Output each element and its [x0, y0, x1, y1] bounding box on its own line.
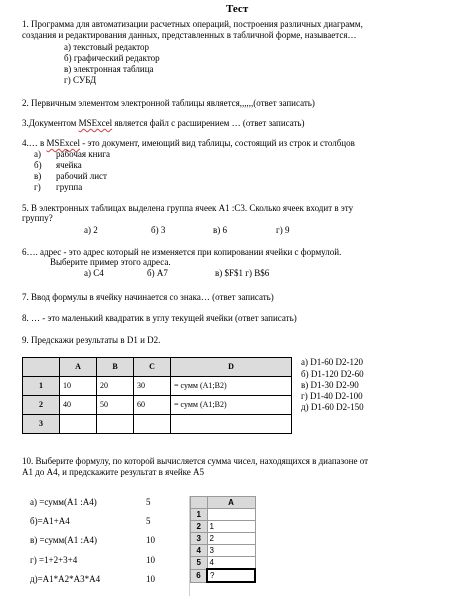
- q5-option-a: а) 2: [84, 225, 98, 235]
- table-row: [191, 533, 256, 545]
- q10-option-e-result: 10: [146, 574, 155, 584]
- q4-option-b-letter: б): [34, 160, 42, 170]
- table-cell: [97, 415, 134, 434]
- q4-option-d-letter: г): [34, 182, 41, 192]
- q10-option-d-formula: г) =1+2+3+4: [30, 555, 78, 565]
- q5-text-line1: 5. В электронных таблицах выделена группа ячеек А1 :С3. Сколько ячеек входит в эту: [22, 203, 354, 213]
- q3-text: 3.Документом MSExcel является файл с расширением … (ответ записать): [22, 118, 305, 128]
- row-number: 2: [23, 396, 60, 415]
- q4-text: 4.… в MSExcel - это документ, имеющий вид таблицы, состоящий из строк и столбцов: [22, 138, 355, 148]
- q4-option-a-text: рабочая книга: [56, 149, 110, 159]
- q1-option-c: в) электронная таблица: [64, 64, 154, 74]
- row-number: 1: [23, 377, 60, 396]
- table-cell: 50: [97, 396, 134, 415]
- q1-text-line2: создания и редактирования данных, представленных в табличной форме, называется…: [22, 30, 357, 40]
- q1-option-b: б) графический редактор: [64, 53, 160, 63]
- q9-spreadsheet-table: [22, 357, 292, 434]
- table-header-a: A: [60, 358, 97, 377]
- q7-text: 7. Ввод формулы в ячейку начинается со знака… (ответ записать): [22, 292, 274, 302]
- q8-text: 8. … - это маленький квадратик в углу текущей ячейки (ответ записать): [22, 313, 297, 323]
- q10-option-c-result: 10: [146, 535, 155, 545]
- sheet-cell: 3: [207, 545, 255, 557]
- q6-option-cd: в) $F$1 г) В$6: [215, 268, 270, 278]
- q9-answer-a: а) D1-60 D2-120: [301, 357, 363, 367]
- q10-option-b-result: 5: [146, 516, 151, 526]
- q10-option-a-result: 5: [146, 497, 151, 507]
- q4-option-d-text: группа: [56, 182, 83, 192]
- q9-answer-d: г) D1-40 D2-100: [301, 391, 363, 401]
- q9-answer-c: в) D1-30 D2-90: [301, 380, 359, 390]
- q5-option-c: в) 6: [213, 225, 227, 235]
- sheet-row-number: 6: [191, 569, 208, 582]
- q9-answer-e: д) D1-60 D2-150: [301, 402, 364, 412]
- table-cell: [171, 415, 292, 434]
- q4-option-c-letter: в): [34, 171, 42, 181]
- table-row: [191, 569, 256, 582]
- q10-option-a-formula: а) =сумм(А1 :А4): [30, 497, 97, 507]
- sheet-cell: [207, 509, 255, 521]
- q10-option-e-formula: д)=А1*А2*А3*А4: [30, 574, 101, 584]
- table-cell: 60: [134, 396, 171, 415]
- q10-option-b-formula: б)=А1+А4: [30, 516, 70, 526]
- sheet-corner: [191, 497, 208, 509]
- q5-text-line2: группу?: [22, 213, 53, 223]
- q6-option-a: а) С4: [84, 268, 104, 278]
- row-number: 3: [23, 415, 60, 434]
- q6-option-b: б) А7: [147, 268, 168, 278]
- table-header-corner: [23, 358, 60, 377]
- table-cell: [60, 415, 97, 434]
- table-row: [23, 415, 292, 434]
- table-header-c: C: [134, 358, 171, 377]
- table-row: [23, 377, 292, 396]
- q10-option-d-result: 10: [146, 555, 155, 565]
- q1-text-line1: 1. Программа для автоматизации расчетных операций, построения различных диаграмм,: [22, 19, 363, 29]
- table-cell: 40: [60, 396, 97, 415]
- table-cell: = сумм (А1;В2): [171, 396, 292, 415]
- q1-option-d: г) СУБД: [64, 75, 97, 85]
- sheet-row-number: 2: [191, 521, 208, 533]
- sheet-row-number: 5: [191, 557, 208, 570]
- sheet-row-number: 4: [191, 545, 208, 557]
- sheet-column-header: A: [207, 497, 255, 509]
- table-header-row: [23, 358, 292, 377]
- table-cell: = сумм (А1;В2): [171, 377, 292, 396]
- table-row: [191, 545, 256, 557]
- q4-option-a-letter: а): [34, 149, 41, 159]
- q4-option-c-text: рабочий лист: [56, 171, 107, 181]
- table-header-b: B: [97, 358, 134, 377]
- table-row: [191, 557, 256, 570]
- table-row: [23, 396, 292, 415]
- q10-text-line1: 10. Выберите формулу, по которой вычисляется сумма чисел, находящихся в диапазоне от: [22, 456, 369, 466]
- q5-option-d: г) 9: [276, 225, 290, 235]
- q10-spreadsheet-image: [189, 496, 256, 596]
- table-cell: 30: [134, 377, 171, 396]
- q6-text-line1: 6…. адрес - это адрес который не изменяется при копировании ячейки с формулой.: [22, 247, 342, 257]
- q6-text-line2: Выберите пример этого адреса.: [50, 257, 171, 267]
- sheet-cell: 1: [207, 521, 255, 533]
- table-cell: [134, 415, 171, 434]
- sheet-row-number: 1: [191, 509, 208, 521]
- sheet-cell: 4: [207, 557, 255, 570]
- table-row: [191, 521, 256, 533]
- table-cell: 10: [60, 377, 97, 396]
- q10-option-c-formula: в) =сумм(А1 :А4): [30, 535, 97, 545]
- q10-text-line2: А1 до А4, и предскажите результат в ячейке А5: [22, 467, 205, 477]
- sheet-cell: 2: [207, 533, 255, 545]
- table-row: [191, 509, 256, 521]
- q1-option-a: а) текстовый редактор: [64, 42, 150, 52]
- q9-answer-b: б) D1-120 D2-60: [301, 369, 364, 379]
- sheet-cell-selected: ?: [207, 569, 255, 582]
- table-cell: 20: [97, 377, 134, 396]
- q9-text: 9. Предскажи результаты в D1 и D2.: [22, 335, 161, 345]
- sheet-row-number: 3: [191, 533, 208, 545]
- q5-option-b: б) 3: [151, 225, 166, 235]
- page-title: Тест: [226, 3, 249, 15]
- q4-option-b-text: ячейка: [56, 160, 82, 170]
- q2-text: 2. Первичным элементом электронной таблицы является,,,,,,(ответ записать): [22, 98, 315, 108]
- table-header-d: D: [171, 358, 292, 377]
